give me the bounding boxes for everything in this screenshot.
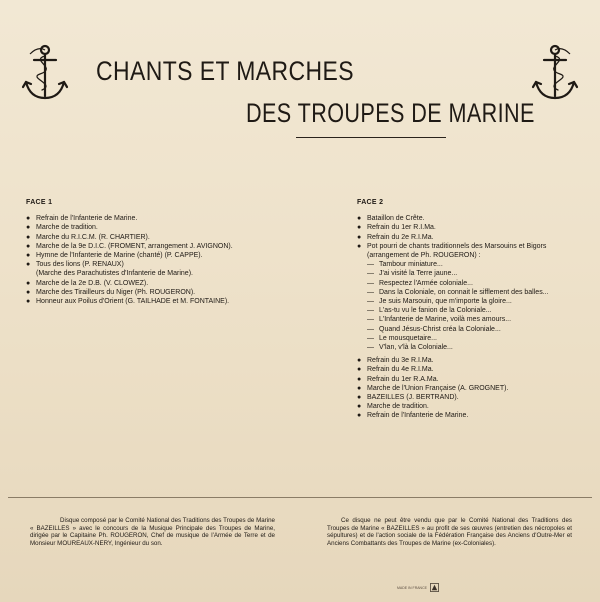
bullet-icon: ● (26, 261, 31, 269)
title-underline (296, 137, 446, 138)
track-title: Tous des lions (P. RENAUX) (36, 261, 124, 269)
dash-icon: — (367, 288, 374, 296)
track-subtitle: (Marche des Parachutistes d'Infanterie de Marine). (36, 270, 193, 278)
anchor-emblem-left-icon (20, 42, 70, 104)
track-title: Marche de tradition. (36, 224, 98, 232)
medley-title: Le mousquetaire... (379, 334, 437, 342)
medley-title: Quand Jésus-Christ créa la Coloniale... (379, 325, 501, 333)
track-item (26, 297, 296, 306)
track-item (26, 260, 296, 278)
medley-item (367, 269, 592, 278)
bullet-icon: ● (26, 279, 31, 287)
track-item (26, 242, 296, 251)
track-item (26, 223, 296, 232)
track-item (26, 279, 296, 288)
bullet-icon: ● (26, 242, 31, 250)
dash-icon: — (367, 298, 374, 306)
track-title: Pot pourri de chants traditionnels des Marsouins et Bigors (367, 242, 547, 250)
track-title: Refrain du 4e R.I.Ma. (367, 366, 434, 374)
medley-item (367, 334, 592, 343)
bullet-icon: ● (357, 403, 362, 411)
track-title: Refrain du 2e R.I.Ma. (367, 233, 434, 241)
track-item (26, 214, 296, 223)
bullet-icon: ● (357, 215, 362, 223)
bullet-icon: ● (26, 298, 31, 306)
track-item (357, 384, 592, 393)
dash-icon: — (367, 261, 374, 269)
sales-notice: Ce disque ne peut être vendu que par le Comité National des Traditions des Troupes de Marine « BAZEILLES » au profit de ses œuvres (entretien des nécropoles et sépultures) et de l'action sociale de la Fédération Française des Anciens d'Outre-Mer et Anciens Combattants des Troupes de Marine (ex-Coloniales). (327, 517, 572, 547)
medley-item (367, 288, 592, 297)
track-item (26, 251, 296, 260)
track-title: Refrain de l'Infanterie de Marine. (367, 412, 469, 420)
face-1-tracklist (26, 198, 296, 306)
track-item (357, 214, 592, 223)
potpourri-medley-list (357, 260, 592, 352)
made-in-france-label: MADE IN FRANCE (397, 586, 427, 590)
bullet-icon: ● (357, 375, 362, 383)
bullet-icon: ● (26, 215, 31, 223)
production-credits: Disque composé par le Comité National des Traditions des Troupes de Marine « BAZEILLES » avec le concours de la Musique Principale des Troupes de Marine, dirigée par le Capitaine Ph. ROUGERON, Chef de musique de l'Armée de Terre et de Monsieur MOUREAUX-NERY, Ingénieur du son. (30, 517, 275, 547)
anchor-emblem-right-icon (530, 42, 580, 104)
face-1-heading: FACE 1 (26, 199, 53, 206)
medley-item (367, 315, 592, 324)
bullet-icon: ● (357, 357, 362, 365)
bullet-icon: ● (357, 384, 362, 392)
track-title: Refrain de l'Infanterie de Marine. (36, 215, 138, 223)
bullet-icon: ● (26, 252, 31, 260)
track-title: Bataillon de Crête. (367, 215, 425, 223)
dash-icon: — (367, 307, 374, 315)
track-item (357, 411, 592, 420)
track-title: Refrain du 3e R.I.Ma. (367, 357, 434, 365)
bullet-icon: ● (26, 224, 31, 232)
medley-item (367, 343, 592, 352)
medley-title: J'ai visité la Terre jaune... (379, 270, 458, 278)
track-item (357, 233, 592, 242)
bullet-icon: ● (357, 224, 362, 232)
track-title: BAZEILLES (J. BERTRAND). (367, 394, 459, 402)
track-title: Refrain du 1er R.A.Ma. (367, 375, 439, 383)
bullet-icon: ● (26, 233, 31, 241)
bullet-icon: ● (26, 288, 31, 296)
medley-title: Dans la Coloniale, on connait le sifflement des balles... (379, 288, 549, 296)
track-title: Marche de la 9e D.I.C. (FROMENT, arrangement J. AVIGNON). (36, 242, 233, 250)
track-title: Marche des Tirailleurs du Niger (Ph. ROUGERON). (36, 288, 196, 296)
track-item (26, 233, 296, 242)
track-title: Marche de la 2e D.B. (V. CLOWEZ). (36, 279, 149, 287)
medley-title: Tambour miniature... (379, 261, 443, 269)
track-item (26, 288, 296, 297)
bullet-icon: ● (357, 366, 362, 374)
bullet-icon: ● (357, 412, 362, 420)
track-title: Marche de l'Union Française (A. GROGNET). (367, 384, 509, 392)
face-2-tracklist (357, 198, 592, 421)
medley-title: Je suis Marsouin, que m'importe la gloire... (379, 298, 512, 306)
medley-item (367, 260, 592, 269)
medley-item (367, 297, 592, 306)
track-title: Refrain du 1er R.I.Ma. (367, 224, 436, 232)
dash-icon: — (367, 344, 374, 352)
face-2-heading: FACE 2 (357, 199, 384, 206)
bullet-icon: ● (357, 394, 362, 402)
potpourri-track (357, 242, 592, 260)
track-subtitle: (arrangement de Ph. ROUGERON) : (367, 252, 481, 260)
bullet-icon: ● (357, 242, 362, 250)
track-item (357, 402, 592, 411)
dash-icon: — (367, 325, 374, 333)
album-title-line-2: DES TROUPES DE MARINE (246, 98, 535, 128)
medley-item (367, 306, 592, 315)
medley-title: L'as-tu vu le fanion de la Coloniale... (379, 307, 492, 315)
track-title: Marche du R.I.C.M. (R. CHARTIER). (36, 233, 150, 241)
section-divider (8, 497, 592, 498)
medley-title: V'lan, v'là la Coloniale... (379, 344, 453, 352)
track-item (357, 375, 592, 384)
record-label-logo-icon (430, 583, 439, 592)
track-title: Honneur aux Poilus d'Orient (G. TAILHADE et M. FONTAINE). (36, 298, 230, 306)
track-item (357, 365, 592, 374)
dash-icon: — (367, 279, 374, 287)
medley-item (367, 279, 592, 288)
dash-icon: — (367, 334, 374, 342)
track-item (357, 393, 592, 402)
bullet-icon: ● (357, 233, 362, 241)
album-title-line-1: CHANTS ET MARCHES (96, 56, 355, 86)
medley-title: Respectez l'Armée coloniale... (379, 279, 473, 287)
track-title: Hymne de l'Infanterie de Marine (chanté) (P. CAPPE). (36, 252, 203, 260)
medley-item (367, 325, 592, 334)
medley-title: L'Infanterie de Marine, voilà mes amours... (379, 316, 512, 324)
track-item (357, 356, 592, 365)
track-item (357, 223, 592, 232)
track-title: Marche de tradition. (367, 403, 429, 411)
dash-icon: — (367, 270, 374, 278)
dash-icon: — (367, 316, 374, 324)
